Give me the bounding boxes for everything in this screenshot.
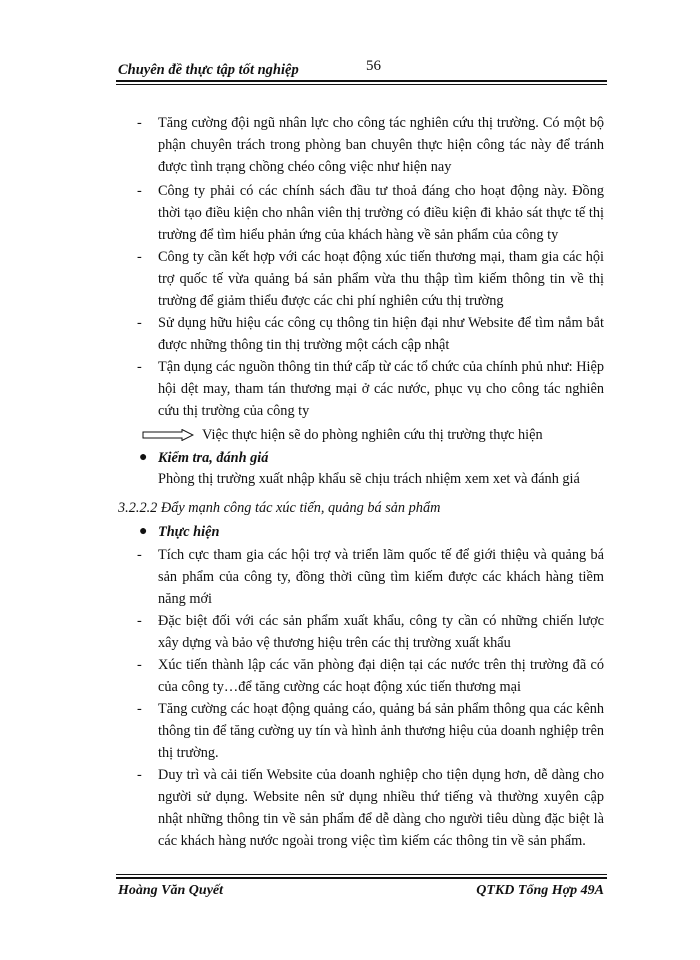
list-item: Sử dụng hữu hiệu các công cụ thông tin hiện đại như Website để tìm nắm bắt được những thông tin thị trường một cách cập nhật bbox=[158, 315, 604, 353]
heading-do: Thực hiện bbox=[158, 524, 220, 540]
section-title: 3.2.2.2 Đẩy mạnh công tác xúc tiến, quảng bá sản phẩm bbox=[118, 500, 441, 516]
list-dash: - bbox=[137, 701, 142, 717]
heading-check: Kiểm tra, đánh giá bbox=[158, 450, 269, 466]
header-title: Chuyên đề thực tập tốt nghiệp bbox=[118, 62, 299, 78]
list-dash: - bbox=[137, 613, 142, 629]
conclusion-text: Việc thực hiện sẽ do phòng nghiên cứu thị trường thực hiện bbox=[202, 427, 543, 443]
bullet-icon: ● bbox=[139, 450, 148, 465]
list-item: Tận dụng các nguồn thông tin thứ cấp từ các tổ chức của chính phủ như: Hiệp hội dệt may, tham tán thương mại ở các nước, phục vụ cho công tác nghiên cứu thị trường của công ty bbox=[158, 359, 604, 419]
list-item: Công ty phải có các chính sách đầu tư thoả đáng cho hoạt động này. Đồng thời tạo điều kiện cho nhân viên thị trường có điều kiện đi khảo sát thực tế thị trường để tìm hiểu phản ứng của khách hàng về sản phẩm của công ty bbox=[158, 183, 604, 243]
list-dash: - bbox=[137, 183, 142, 199]
header-rule-thin bbox=[116, 84, 607, 85]
bullet-icon: ● bbox=[139, 524, 148, 539]
page-number: 56 bbox=[366, 58, 381, 74]
footer-author: Hoàng Văn Quyết bbox=[118, 883, 224, 898]
list-item: Tăng cường đội ngũ nhân lực cho công tác nghiên cứu thị trường. Có một bộ phận chuyên trách trong phòng ban chuyên thực hiện công tác này để tránh được tình trạng chồng chéo công việc như hiện nay bbox=[158, 115, 604, 175]
list-dash: - bbox=[137, 547, 142, 563]
conclusion-line bbox=[142, 424, 543, 446]
list-item: Xúc tiến thành lập các văn phòng đại diện tại các nước trên thị trường đã có của công ty…để tăng cường các hoạt động xúc tiến thương mại bbox=[158, 657, 604, 695]
list-item: Đặc biệt đối với các sản phẩm xuất khẩu, công ty cần có những chiến lược xây dựng và bảo vệ thương hiệu trên các thị trường xuất khẩu bbox=[158, 613, 604, 651]
footer-rule-thin bbox=[116, 874, 607, 875]
list-dash: - bbox=[137, 115, 142, 131]
footer-rule bbox=[116, 877, 607, 879]
footer-class: QTKD Tổng Hợp 49A bbox=[476, 883, 604, 898]
list-item: Công ty cần kết hợp với các hoạt động xúc tiến thương mại, tham gia các hội trợ quốc tế vừa quảng bá sản phẩm vừa thu thập tìm kiếm thông tin về thị trường để giảm thiểu được các chi phí nghiên cứu thị trường bbox=[158, 249, 604, 309]
list-dash: - bbox=[137, 359, 142, 375]
list-dash: - bbox=[137, 767, 142, 783]
list-item: Tích cực tham gia các hội trợ và triển lãm quốc tế để giới thiệu và quảng bá sản phẩm của công ty, đồng thời cũng tìm kiếm được các khách hàng tiềm năng mới bbox=[158, 547, 604, 607]
list-dash: - bbox=[137, 249, 142, 265]
list-item: Tăng cường các hoạt động quảng cáo, quảng bá sản phẩm thông qua các kênh thông tin để tăng cường uy tín và hình ảnh thương hiệu của doanh nghiệp trên thị trường. bbox=[158, 701, 604, 761]
list-dash: - bbox=[137, 657, 142, 673]
list-item: Duy trì và cải tiến Website của doanh nghiệp cho tiện dụng hơn, dễ dàng cho người sử dụng. Website nên sử dụng nhiều thứ tiếng và thường xuyên cập nhật những thông tin về sản phẩm để dễ dàng cho người tiêu dùng đặc biệt là các khách hàng nước ngoài trong việc tìm kiếm các thông tin về sản phẩm. bbox=[158, 767, 604, 849]
check-text: Phòng thị trường xuất nhập khẩu sẽ chịu trách nhiệm xem xet và đánh giá bbox=[158, 471, 580, 487]
list-dash: - bbox=[137, 315, 142, 331]
right-arrow-icon bbox=[142, 429, 194, 441]
header-rule bbox=[116, 80, 607, 82]
